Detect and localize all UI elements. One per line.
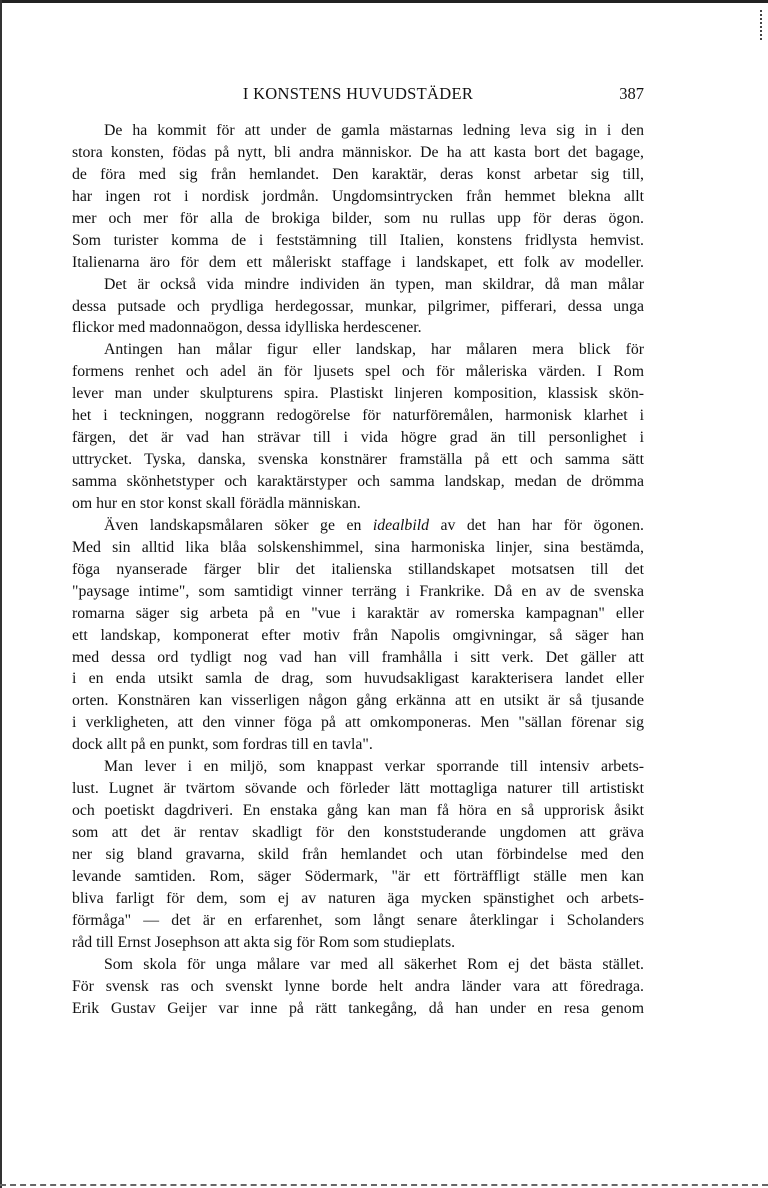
text-line: bliva farligt för dem, som ej av naturen äga mycken spänstighet och arbets- [72, 889, 644, 907]
text-segment: Även landskapsmålaren söker ge en [104, 516, 362, 534]
italic-term: idealbild [372, 516, 430, 534]
text-line: dock allt på en punkt, som fordras till en tavla". [72, 736, 373, 754]
scan-left-border [0, 0, 2, 1188]
text-line: lever man under skulpturens spira. Plastiskt linjeren komposition, klassisk skön- [72, 385, 644, 403]
text-line: förmåga" — det är en erfarenhet, som långt senare återklingar i Scholanders [72, 911, 644, 929]
text-line: om hur en stor konst skall förädla människan. [72, 494, 361, 512]
text-line: råd till Ernst Josephson att akta sig för Rom som studieplats. [72, 933, 456, 951]
text-line: Som skola för unga målare var med all säkerhet Rom ej det bästa stället. [104, 955, 644, 973]
text-line: formens renhet och adel än för ljusets spel och för måleriska värden. I Rom [72, 363, 644, 381]
text-line: Italienarna äro för dem ett måleriskt staffage i landskapet, ett folk av modeller. [72, 253, 644, 271]
text-line: "paysage intime", som samtidigt vinner terräng i Frankrike. Då en av de svenska [72, 582, 644, 600]
text-line: dessa putsade och prydliga herdegossar, munkar, pilgrimer, pifferari, dessa unga [72, 297, 644, 315]
text-line: För svensk ras och svenskt lynne borde helt andra länder vara att föredraga. [72, 977, 644, 995]
scan-right-edge-marks [760, 10, 764, 40]
text-line: samma skönhetstyper och karaktärstyper och samma landskap, medan de drömma [72, 473, 644, 490]
text-line: Med sin alltid lika blåa solskenshimmel, sina harmoniska linjer, sina bestämda, [72, 538, 644, 556]
running-title: I KONSTENS HUVUDSTÄDER [242, 84, 474, 103]
text-line: färgen, det är vad han strävar till i vida högre grad än till personlighet i [72, 429, 644, 447]
text-line: het i teckningen, noggrann redogörelse för naturföremålen, harmonisk klarhet i [72, 407, 644, 425]
page-number: 387 [619, 84, 644, 103]
text-line: föga nyanserade färger blir det italienska stillandskapet motsatsen till det [72, 560, 644, 578]
text-line: ett landskap, komponerat efter motiv från Napolis omgivningar, så säger han [72, 626, 644, 644]
scan-bottom-edge [0, 1184, 768, 1186]
text-line: lust. Lugnet är tvärtom sövande och förleder lätt mottagliga naturer till artistiskt [72, 780, 644, 798]
text-line: som att det är rentav skadligt för den konststuderande ungdomen att gräva [72, 824, 644, 841]
text-line: med dessa ord tydligt nog vad han vill framhålla i sitt verk. Det gäller att [72, 648, 644, 666]
text-line: de föra med sig från hemlandet. Den karaktär, deras konst arbetar sig till, [72, 165, 644, 183]
text-line: uttrycket. Tyska, danska, svenska konstnärer framställa på ett och samma sätt [72, 451, 644, 469]
text-line: Erik Gustav Geijer var inne på rätt tankegång, då han under en resa genom [72, 999, 644, 1017]
body-text [72, 120, 644, 1019]
text-line: i en enda utsikt samla de drag, som huvudsakligast karakterisera landet eller [72, 670, 644, 688]
text-line: De ha kommit för att under de gamla mästarnas ledning leva sig in i den [104, 122, 644, 139]
text-line: levande samtiden. Rom, säger Södermark, "är ett förträffligt ställe men kan [72, 867, 644, 885]
text-line: Det är också vida mindre individen än typen, man skildrar, då man målar [104, 275, 644, 293]
text-line: Man lever i en miljö, som knappast verkar sporrande till intensiv arbets- [104, 758, 644, 776]
text-line: mer och mer för alla de brokiga bilder, som nu rullas upp för deras ögon. [72, 209, 644, 227]
scan-top-border [0, 0, 768, 3]
text-line: flickor med madonnaögon, dessa idylliska herdescener. [72, 319, 422, 337]
text-line: ner sig bland gravarna, skild från hemlandet och utan förbindelse med den [72, 845, 644, 863]
text-line [72, 515, 644, 537]
running-head [72, 84, 644, 108]
text-line: stora konsten, födas på nytt, bli andra människor. De ha att kasta bort det bagage, [72, 143, 644, 161]
text-line: och poetiskt dagdriveri. En enstaka gång kan man få höra en så upprorisk åsikt [72, 802, 644, 820]
text-line: Som turister komma de i feststämning till Italien, konstens fridlysta hemvist. [72, 231, 644, 249]
text-line: romarna säger sig arbeta på en "vue i karaktär av romerska kampagnan" eller [72, 604, 644, 622]
text-line: har ingen rot i nordisk jordmån. Ungdomsintrycken från hemmet blekna allt [72, 187, 644, 205]
text-line: i verkligheten, att den vinner föga på att omkomponeras. Men "sällan förenar sig [72, 714, 644, 732]
text-segment: av det han har för ögonen. [440, 516, 644, 534]
text-line: orten. Konstnären kan visserligen någon gång erkänna att en utsikt är så tjusande [72, 692, 644, 710]
text-line: Antingen han målar figur eller landskap, har målaren mera blick för [104, 341, 644, 359]
